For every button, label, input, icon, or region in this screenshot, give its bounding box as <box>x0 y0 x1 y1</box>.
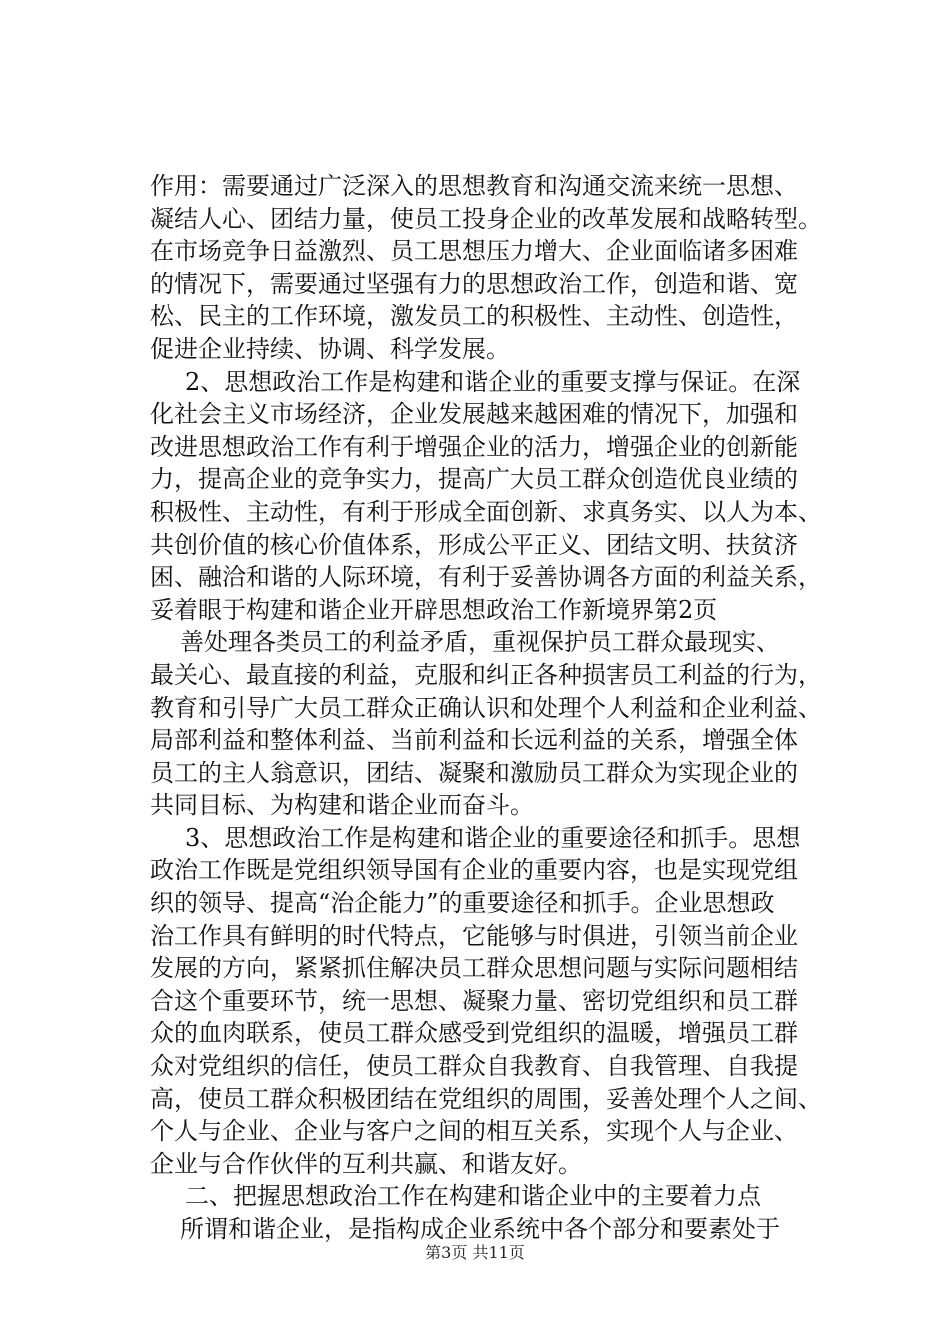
body-text <box>150 170 840 1246</box>
text-line: 3、思想政治工作是构建和谐企业的重要途径和抓手。思想 <box>185 823 801 852</box>
text-line: 最关心、最直接的利益，克服和纠正各种损害员工利益的行为， <box>150 660 822 689</box>
text-line: 松、民主的工作环境，激发员工的积极性、主动性、创造性， <box>150 302 798 331</box>
page-footer: 第3页 共11页 <box>425 1243 525 1262</box>
text-line: 个人与企业、企业与客户之间的相互关系，实现个人与企业、 <box>150 1117 798 1146</box>
text-line: 困、融洽和谐的人际环境，有利于妥善协调各方面的利益关系， <box>150 563 822 592</box>
text-line: 共同目标、为构建和谐企业而奋斗。 <box>150 791 534 820</box>
text-line: 善处理各类员工的利益矛盾，重视保护员工群众最现实、 <box>180 628 780 657</box>
text-line: 力，提高企业的竞争实力，提高广大员工群众创造优良业绩的 <box>150 465 798 494</box>
text-line: 化社会主义市场经济，企业发展越来越困难的情况下，加强和 <box>150 400 798 429</box>
text-line: 教育和引导广大员工群众正确认识和处理个人利益和企业利益、 <box>150 693 822 722</box>
text-line: 妥着眼于构建和谐企业开辟思想政治工作新境界第2页 <box>150 595 718 624</box>
text-line: 员工的主人翁意识，团结、凝聚和激励员工群众为实现企业的 <box>150 758 798 787</box>
text-line: 合这个重要环节，统一思想、凝聚力量、密切党组织和员工群 <box>150 986 798 1015</box>
text-line: 高，使员工群众积极团结在党组织的周围，妥善处理个人之间、 <box>150 1084 822 1113</box>
text-line: 所谓和谐企业，是指构成企业系统中各个部分和要素处于 <box>180 1215 780 1243</box>
text-line: 发展的方向，紧紧抓住解决员工群众思想问题与实际问题相结 <box>150 954 798 983</box>
text-line: 织的领导、提高“治企能力”的重要途径和抓手。企业思想政 <box>150 889 775 918</box>
text-line: 促进企业持续、协调、科学发展。 <box>150 334 510 363</box>
text-line: 作用：需要通过广泛深入的思想教育和沟通交流来统一思想、 <box>150 172 798 200</box>
text-line: 共创价值的核心价值体系，形成公平正义、团结文明、扶贫济 <box>150 530 798 559</box>
section-heading: 二、把握思想政治工作在构建和谐企业中的主要着力点 <box>185 1182 761 1211</box>
text-line: 改进思想政治工作有利于增强企业的活力，增强企业的创新能 <box>150 432 798 461</box>
text-line: 积极性、主动性，有利于形成全面创新、求真务实、以人为本、 <box>150 497 822 526</box>
text-line: 凝结人心、团结力量，使员工投身企业的改革发展和战略转型。 <box>150 204 822 233</box>
text-line: 局部利益和整体利益、当前利益和长远利益的关系，增强全体 <box>150 726 798 755</box>
text-line: 的情况下，需要通过坚强有力的思想政治工作，创造和谐、宽 <box>150 269 798 298</box>
text-line: 治工作具有鲜明的时代特点，它能够与时俱进，引领当前企业 <box>150 921 798 950</box>
text-line: 企业与合作伙伴的互利共赢、和谐友好。 <box>150 1149 582 1178</box>
text-line: 政治工作既是党组织领导国有企业的重要内容，也是实现党组 <box>150 856 798 885</box>
text-line: 2、思想政治工作是构建和谐企业的重要支撑与保证。在深 <box>185 367 801 396</box>
text-line: 众的血肉联系，使员工群众感受到党组织的温暖，增强员工群 <box>150 1019 798 1048</box>
text-line: 在市场竞争日益激烈、员工思想压力增大、企业面临诸多困难 <box>150 237 798 266</box>
text-line: 众对党组织的信任，使员工群众自我教育、自我管理、自我提 <box>150 1052 798 1081</box>
